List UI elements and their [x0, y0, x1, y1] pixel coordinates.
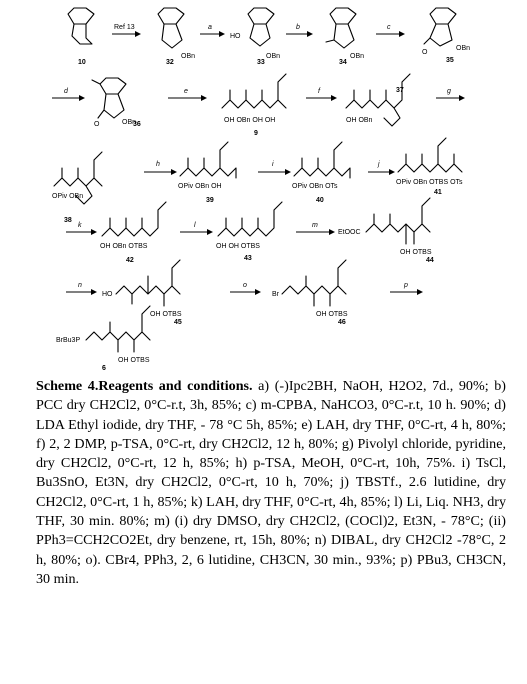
svg-text:OH OBn: OH OBn: [346, 117, 373, 124]
compound-9: [222, 74, 286, 137]
svg-text:OBn: OBn: [266, 53, 281, 60]
compound-40-label: 40: [316, 197, 324, 204]
svg-text:a: a: [208, 24, 212, 31]
compound-33: [230, 8, 280, 66]
svg-text:k: k: [78, 222, 82, 229]
svg-text:j: j: [378, 161, 380, 168]
svg-text:f: f: [318, 88, 320, 95]
compound-44: [338, 198, 434, 264]
compound-32: [158, 8, 195, 66]
svg-text:d: d: [64, 88, 68, 95]
svg-text:HO: HO: [102, 291, 113, 298]
compound-45-label: 45: [174, 319, 182, 326]
svg-text:BrBu3P: BrBu3P: [56, 337, 81, 344]
step-ref13: Ref 13: [114, 24, 135, 31]
compound-35-label: 35: [446, 57, 454, 64]
compound-35: [422, 8, 470, 64]
compound-38: [52, 152, 102, 224]
compound-44-label: 44: [426, 257, 434, 264]
svg-text:O: O: [422, 49, 428, 56]
svg-text:OH OTBS: OH OTBS: [400, 249, 432, 256]
svg-text:OBn: OBn: [122, 119, 137, 126]
svg-text:O: O: [94, 121, 100, 128]
svg-text:OBn: OBn: [456, 45, 471, 52]
svg-text:OH OBn OTBS: OH OBn OTBS: [100, 243, 148, 250]
svg-text:OH OTBS: OH OTBS: [316, 311, 348, 318]
compound-38-label: 38: [64, 217, 72, 224]
svg-text:l: l: [194, 222, 196, 229]
compound-36-label: 36: [133, 121, 141, 128]
svg-text:HO: HO: [230, 33, 241, 40]
svg-text:g: g: [447, 88, 451, 95]
compound-41-label: 41: [434, 189, 442, 196]
compound-36: [92, 78, 141, 128]
compound-46-label: 46: [338, 319, 346, 326]
svg-text:OH OH OTBS: OH OH OTBS: [216, 243, 260, 250]
svg-text:EtOOC: EtOOC: [338, 229, 361, 236]
svg-text:p: p: [404, 282, 408, 289]
svg-text:OH OBn OH OH: OH OBn OH OH: [224, 117, 276, 124]
compound-39: [178, 142, 236, 204]
svg-text:c: c: [387, 24, 391, 31]
scheme-caption: [36, 377, 506, 589]
svg-text:OPiv OBn OTs: OPiv OBn OTs: [292, 183, 338, 190]
svg-text:Br: Br: [272, 291, 279, 298]
compound-42: [100, 202, 166, 264]
compound-33-label: 33: [257, 59, 265, 66]
compound-40: [292, 142, 350, 204]
svg-text:b: b: [296, 24, 300, 31]
svg-text:n: n: [78, 282, 82, 289]
svg-text:OBn: OBn: [181, 53, 196, 60]
compound-34: [326, 8, 364, 66]
svg-text:OBn: OBn: [350, 53, 365, 60]
svg-text:OPiv OBn OH: OPiv OBn OH: [178, 183, 222, 190]
caption-body: a) (-)Ipc2BH, NaOH, H2O2, 7d., 90%; b) PCC dry CH2Cl2, 0°C-r.t, 3h, 85%; c) m-CPBA, NaHCO3, 0°C-r.t, 10 h. 90%; d) LDA Ethyl iodide, dry THF, - 78 °C 5h, 85%; e) LAH, dry THF, 0°C-rt, 4 h, 80%; f) 2, 2 DMP, p-TSA, 0°C-rt, dry CH2Cl2, 12 h, 80%; g) Pivolyl chloride, pyridine, dry CH2Cl2, 0°C-rt, 12 h, 85%; h) p-TSA, MeOH, 0°C-rt, 10h, 75%. i) TsCl, Bu3SnO, Et3N, dry CH2Cl2, 0°C-rt, 10 h, 70%; j) TBSTf., 2.6 lutidine, dry CH2Cl2, 0°C-rt, 1 h, 85%; k) LAH, dry THF, 0°C-rt, 4h, 85%; l) Li, Liq. NH3, dry THF, 30 min. 80%; m) (i) dry DMSO, dry CH2Cl2, (COCl)2, Et3N, - 78°C; (ii) PPh3=CCH2CO2Et, dry benzene, rt, 15h, 80%; n) DIBAL, dry CH2Cl2 -78°C, 2 h, 80%; o). CBr4, PPh3, 2, 6 lutidine, CH3CN, 30 min., 93%; p) PBu3, CH3CN, 30 min.: [36, 378, 506, 587]
compound-6: [56, 306, 150, 372]
compound-43-label: 43: [244, 255, 252, 262]
compound-43: [216, 202, 282, 262]
svg-text:h: h: [156, 161, 160, 168]
compound-39-label: 39: [206, 197, 214, 204]
svg-text:OPiv OBn: OPiv OBn: [52, 193, 84, 200]
svg-text:e: e: [184, 88, 188, 95]
compound-37: [346, 74, 410, 126]
compound-41: [396, 138, 463, 196]
svg-text:OPiv OBn OTBS OTs: OPiv OBn OTBS OTs: [396, 179, 463, 186]
compound-46: [272, 260, 348, 326]
compound-10-label: 10: [78, 59, 86, 66]
svg-text:o: o: [243, 282, 247, 289]
svg-text:m: m: [312, 222, 318, 229]
compound-10: [68, 8, 94, 66]
svg-text:OH OTBS: OH OTBS: [150, 311, 182, 318]
compound-34-label: 34: [339, 59, 347, 66]
compound-6-label: 6: [102, 365, 106, 372]
caption-title: Scheme 4.Reagents and conditions.: [36, 378, 253, 394]
svg-text:i: i: [272, 161, 274, 168]
compound-37-label: 37: [396, 87, 404, 94]
compound-9-label: 9: [254, 130, 258, 137]
svg-text:OH OTBS: OH OTBS: [118, 357, 150, 364]
compound-42-label: 42: [126, 257, 134, 264]
compound-32-label: 32: [166, 59, 174, 66]
